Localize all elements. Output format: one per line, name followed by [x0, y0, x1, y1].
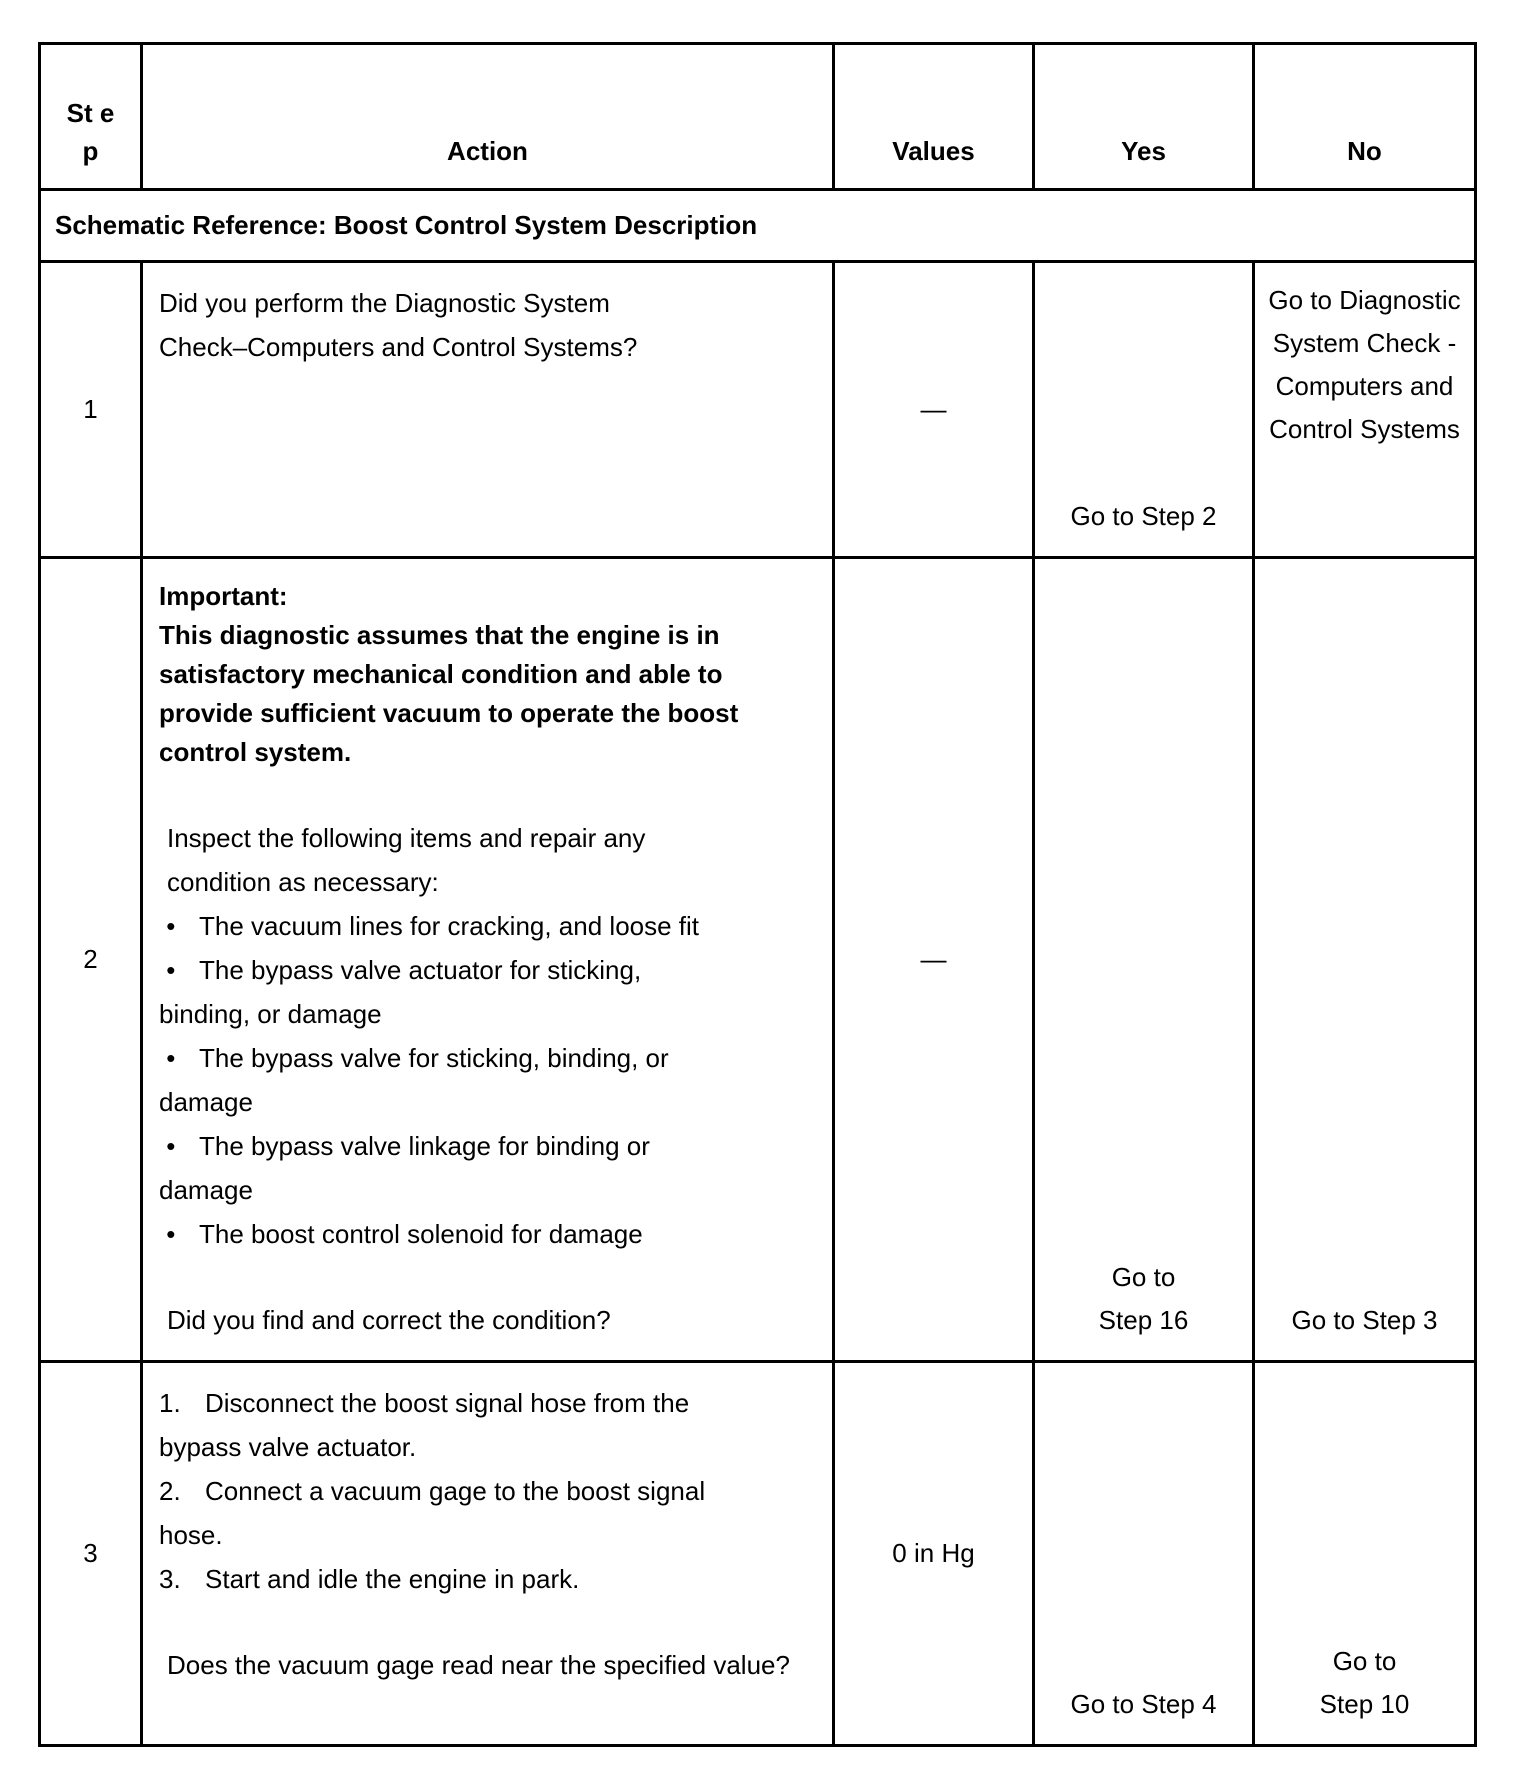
- list-item: [159, 948, 818, 1036]
- list-item-text: The bypass valve linkage for binding or damage: [159, 1131, 650, 1205]
- action-cell: [142, 262, 834, 558]
- header-action: Action: [142, 44, 834, 190]
- bullet-icon: •: [159, 911, 176, 941]
- list-item: [159, 1381, 758, 1469]
- list-item-text: Connect a vacuum gage to the boost signal hose.: [159, 1476, 706, 1550]
- list-number: 1.: [159, 1388, 181, 1418]
- step-number: 2: [40, 558, 142, 1362]
- schematic-reference: Schematic Reference: Boost Control System Description: [40, 190, 1476, 262]
- list-item-text: The vacuum lines for cracking, and loose fit: [199, 911, 700, 941]
- question: Did you find and correct the condition?: [167, 1305, 611, 1335]
- list-item-text: Start and idle the engine in park.: [205, 1564, 580, 1594]
- action-cell: [142, 558, 834, 1362]
- important-text: This diagnostic assumes that the engine is in satisfactory mechanical condition and able to provide sufficient vacuum to operate the boost control system.: [159, 620, 739, 767]
- list-item: [159, 1469, 758, 1557]
- yes-cell: Go to Step 4: [1034, 1362, 1254, 1746]
- important-label: Important:: [159, 581, 288, 611]
- bullet-icon: •: [159, 1131, 176, 1161]
- list-item: [159, 1212, 818, 1256]
- list-item: [159, 1124, 818, 1212]
- important-note: [159, 577, 818, 772]
- list-number: 2.: [159, 1476, 181, 1506]
- list-item: [159, 1036, 818, 1124]
- header-yes: Yes: [1034, 44, 1254, 190]
- bullet-icon: •: [159, 1043, 176, 1073]
- header-values: Values: [834, 44, 1034, 190]
- table-row: [40, 262, 1476, 558]
- values-cell: 0 in Hg: [834, 1362, 1034, 1746]
- values-cell: —: [834, 558, 1034, 1362]
- numbered-list: [159, 1381, 818, 1601]
- list-item-text: The bypass valve for sticking, binding, or damage: [159, 1043, 669, 1117]
- no-cell: Go to Step 10: [1254, 1362, 1476, 1746]
- diagnostic-table: [38, 42, 1477, 1747]
- table-row: [40, 1362, 1476, 1746]
- inspect-intro: Inspect the following items and repair any condition as necessary:: [167, 823, 646, 897]
- action-cell: [142, 1362, 834, 1746]
- no-cell: Go to Diagnostic System Check - Computers and Control Systems: [1254, 262, 1476, 558]
- list-item-text: The boost control solenoid for damage: [199, 1219, 643, 1249]
- question: Does the vacuum gage read near the specified value?: [167, 1650, 790, 1680]
- list-item: [159, 1557, 758, 1601]
- inspect-list: [159, 904, 818, 1256]
- no-cell: Go to Step 3: [1254, 558, 1476, 1362]
- list-item-text: Disconnect the boost signal hose from the bypass valve actuator.: [159, 1388, 690, 1462]
- list-number: 3.: [159, 1564, 181, 1594]
- bullet-icon: •: [159, 1219, 176, 1249]
- header-no: No: [1254, 44, 1476, 190]
- step-number: 1: [40, 262, 142, 558]
- header-step-label: St ep: [66, 98, 115, 166]
- bullet-icon: •: [159, 955, 176, 985]
- list-item-text: The bypass valve actuator for sticking, binding, or damage: [159, 955, 642, 1029]
- values-cell: —: [834, 262, 1034, 558]
- yes-cell: Go to Step 16: [1034, 558, 1254, 1362]
- schematic-row: [40, 190, 1476, 262]
- step-number: 3: [40, 1362, 142, 1746]
- table-row: [40, 558, 1476, 1362]
- list-item: [159, 904, 818, 948]
- header-step: [40, 44, 142, 190]
- yes-cell: Go to Step 2: [1034, 262, 1254, 558]
- header-row: [40, 44, 1476, 190]
- action-text: Did you perform the Diagnostic System Check–Computers and Control Systems?: [159, 288, 638, 362]
